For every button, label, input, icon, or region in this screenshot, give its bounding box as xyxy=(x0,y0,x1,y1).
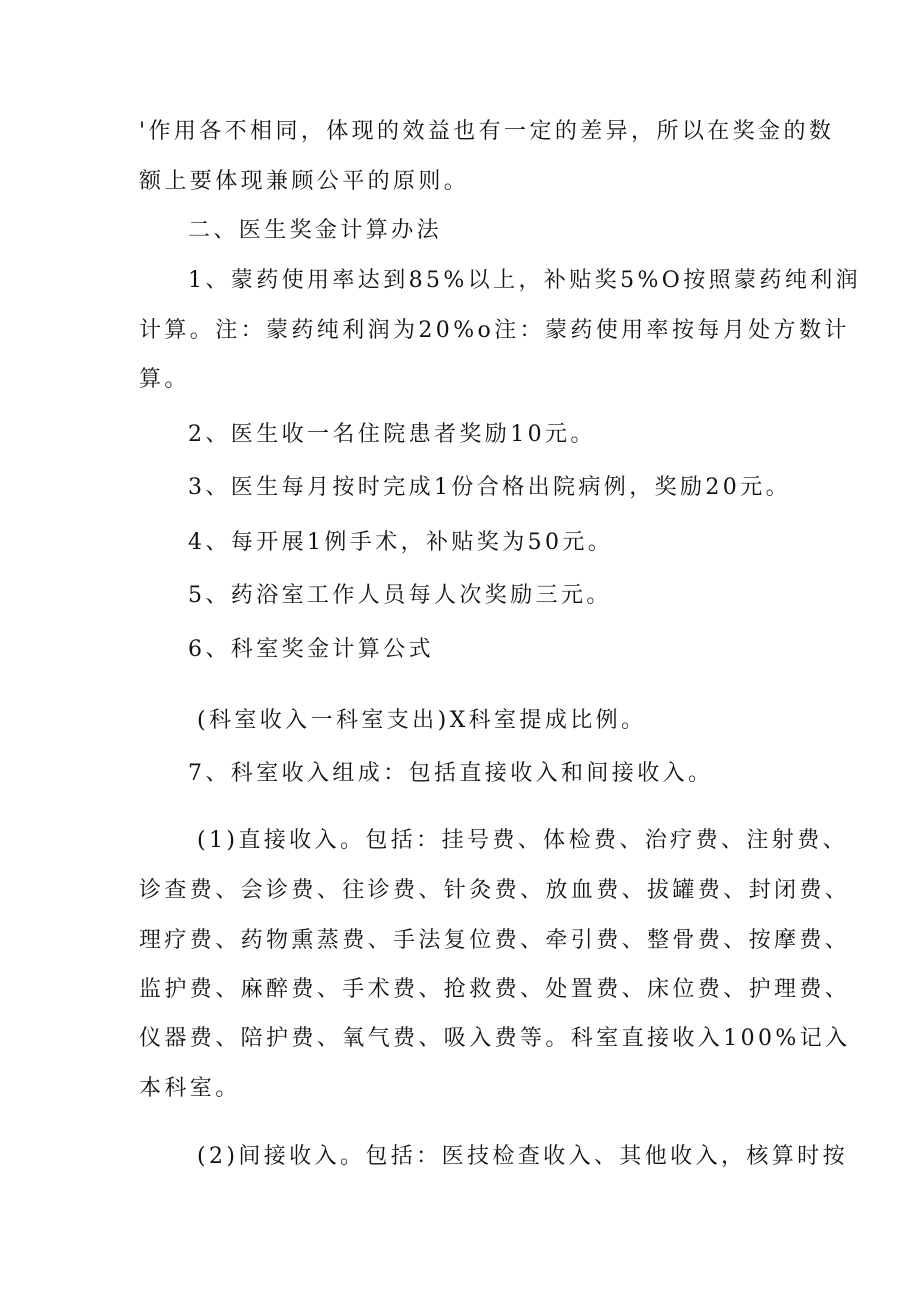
body-text-line: 额上要体现兼顾公平的原则。 xyxy=(139,169,470,194)
body-text-line: 监护费、麻醉费、手术费、抢救费、处置费、床位费、护理费、 xyxy=(139,977,851,1002)
list-item: 3、医生每月按时完成1份合格出院病例，奖励20元。 xyxy=(188,475,791,500)
list-item: 2、医生收一名住院患者奖励10元。 xyxy=(188,422,596,447)
list-item: 7、科室收入组成：包括直接收入和间接收入。 xyxy=(188,761,714,786)
sub-list-item: (2)间接收入。包括：医技检查收入、其他收入，核算时按 xyxy=(197,1144,848,1169)
body-text-line: '作用各不相同，体现的效益也有一定的差异，所以在奖金的数 xyxy=(139,119,835,144)
body-text-line: 诊查费、会诊费、往诊费、针灸费、放血费、拔罐费、封闭费、 xyxy=(139,878,851,903)
list-item: 4、每开展1例手术，补贴奖为50元。 xyxy=(188,530,614,555)
list-item: 1、蒙药使用率达到85%以上，补贴奖5%O按照蒙药纯利润 xyxy=(188,268,862,293)
formula-line: (科室收入一科室支出)X科室提成比例。 xyxy=(197,708,647,733)
list-item: 5、药浴室工作人员每人次奖励三元。 xyxy=(188,583,612,608)
sub-list-item: (1)直接收入。包括：挂号费、体检费、治疗费、注射费、 xyxy=(197,828,848,853)
body-text-line: 本科室。 xyxy=(139,1076,241,1101)
body-text-line: 算。 xyxy=(139,367,190,392)
list-item: 6、科室奖金计算公式 xyxy=(188,637,434,662)
body-text-line: 计算。注：蒙药纯利润为20%o注：蒙药使用率按每月处方数计 xyxy=(139,318,850,343)
section-heading: 二、医生奖金计算办法 xyxy=(188,218,443,243)
body-text-line: 仪器费、陪护费、氧气费、吸入费等。科室直接收入100%记入 xyxy=(139,1026,851,1051)
body-text-line: 理疗费、药物熏蒸费、手法复位费、牵引费、整骨费、按摩费、 xyxy=(139,928,851,953)
